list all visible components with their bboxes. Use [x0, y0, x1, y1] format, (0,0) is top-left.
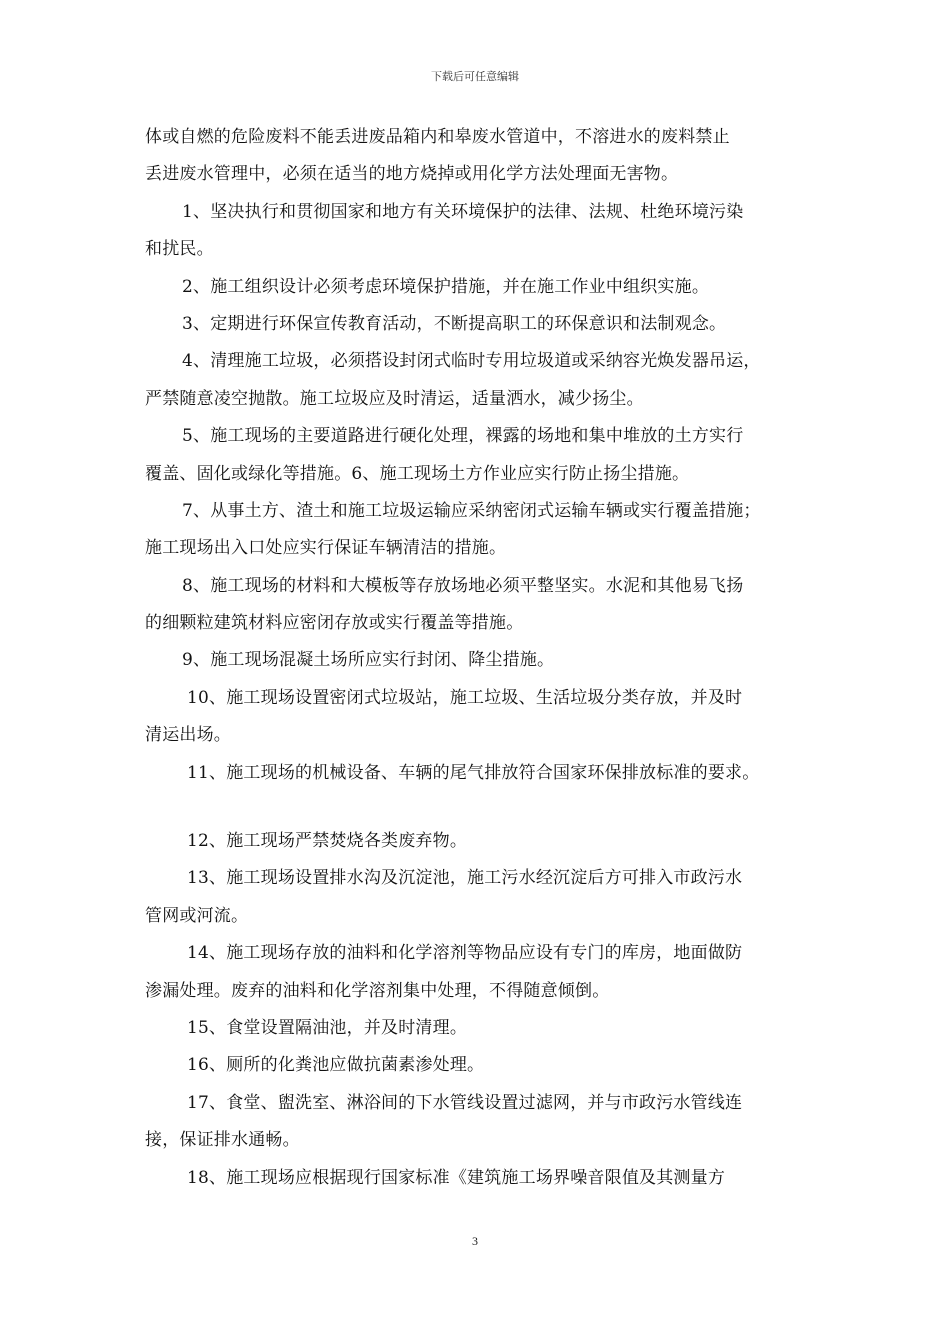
- text-line: 12、施工现场严禁焚烧各类废弃物。: [187, 831, 468, 852]
- text-line: 管网或河流。: [145, 905, 249, 926]
- text-line: 4、清理施工垃圾，必须搭设封闭式临时专用垃圾道或采纳容光焕发器吊运，: [182, 351, 761, 372]
- text-line: 1、坚决执行和贯彻国家和地方有关环境保护的法律、法规、杜绝环境污染: [182, 201, 744, 222]
- text-line: 5、施工现场的主要道路进行硬化处理，裸露的场地和集中堆放的土方实行: [182, 426, 744, 447]
- text-line: 16、厕所的化粪池应做抗菌素渗处理。: [187, 1055, 485, 1076]
- text-line: 17、食堂、盥洗室、淋浴间的下水管线设置过滤网，并与市政污水管线连: [187, 1092, 743, 1113]
- text-line: 2、施工组织设计必须考虑环境保护措施，并在施工作业中组织实施。: [182, 276, 710, 297]
- text-line: 覆盖、固化或绿化等措施。6、施工现场土方作业应实行防止扬尘措施。: [145, 463, 690, 484]
- text-line: 清运出场。: [145, 725, 231, 746]
- text-line: 11、施工现场的机械设备、车辆的尾气排放符合国家环保排放标准的要求。: [187, 762, 760, 783]
- text-line: 10、施工现场设置密闭式垃圾站，施工垃圾、生活垃圾分类存放，并及时: [187, 687, 743, 708]
- text-line: 7、从事土方、渣土和施工垃圾运输应采纳密闭式运输车辆或实行覆盖措施；: [182, 500, 761, 521]
- text-line: 渗漏处理。废弃的油料和化学溶剂集中处理，不得随意倾倒。: [145, 980, 610, 1001]
- text-line: 和扰民。: [145, 239, 214, 260]
- text-line: 13、施工现场设置排水沟及沉淀池，施工污水经沉淀后方可排入市政污水: [187, 868, 743, 889]
- text-line: 严禁随意凌空抛散。施工垃圾应及时清运，适量洒水，减少扬尘。: [145, 388, 644, 409]
- page-header: 下载后可任意编辑: [431, 70, 519, 83]
- text-line: 施工现场出入口处应实行保证车辆清洁的措施。: [145, 538, 507, 559]
- text-line: 14、施工现场存放的油料和化学溶剂等物品应设有专门的库房，地面做防: [187, 943, 743, 964]
- text-line: 9、施工现场混凝土场所应实行封闭、降尘措施。: [182, 650, 555, 671]
- page-number: 3: [472, 1234, 478, 1248]
- text-line: 8、施工现场的材料和大模板等存放场地必须平整坚实。水泥和其他易飞扬: [182, 575, 744, 596]
- text-line: 18、施工现场应根据现行国家标准《建筑施工场界噪音限值及其测量方: [187, 1167, 726, 1188]
- text-line: 的细颗粒建筑材料应密闭存放或实行覆盖等措施。: [145, 613, 524, 634]
- document-body: [145, 119, 823, 1197]
- text-line: 体或自燃的危险废料不能丢进废品箱内和皋废水管道中，不溶进水的废料禁止: [145, 127, 730, 147]
- text-line: 15、食堂设置隔油池，并及时清理。: [187, 1017, 468, 1038]
- text-line: 丢进废水管理中，必须在适当的地方烧掉或用化学方法处理面无害物。: [145, 164, 679, 185]
- text-line: 3、定期进行环保宣传教育活动，不断提高职工的环保意识和法制观念。: [182, 313, 727, 334]
- text-line: 接，保证排水通畅。: [145, 1130, 300, 1151]
- spacer: [145, 792, 823, 823]
